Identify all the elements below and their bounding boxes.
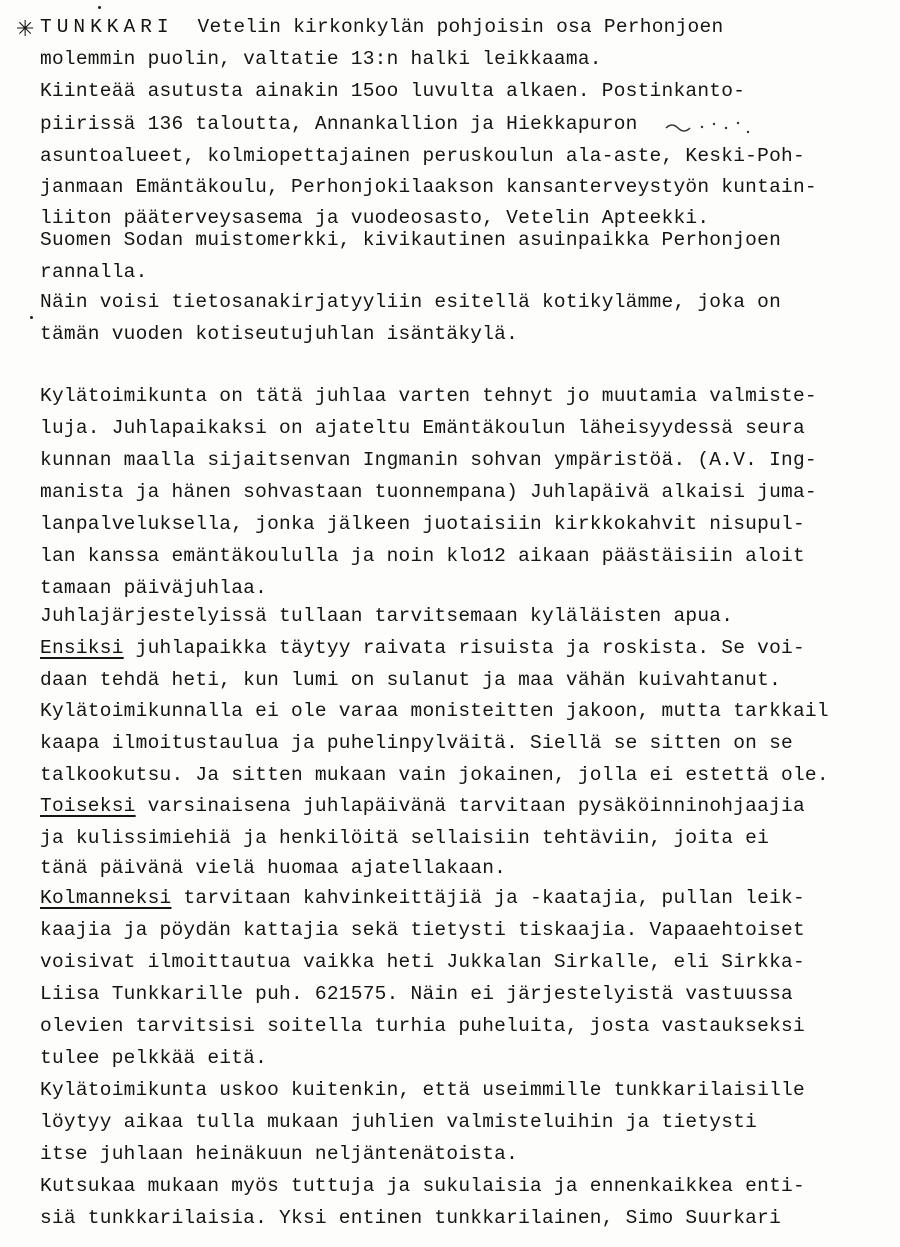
paragraph-line: kaajia ja pöydän kattajia sekä tietysti tiskaajia. Vapaaehtoiset bbox=[40, 919, 805, 941]
paragraph-line bbox=[40, 886, 805, 910]
paragraph-line: piirissä 136 taloutta, Annankallion ja Hiekkapuron bbox=[40, 113, 638, 135]
paragraph-line: Kutsukaa mukaan myös tuttuja ja sukulaisia ja ennenkaikkea enti- bbox=[40, 1175, 805, 1197]
asterisk-mark-icon: ✳ bbox=[16, 17, 35, 42]
paragraph-line: luja. Juhlapaikaksi on ajateltu Emäntäkoulun läheisyydessä seura bbox=[40, 417, 805, 439]
paragraph-line: löytyy aikaa tulla mukaan juhlien valmisteluihin ja tietysti bbox=[40, 1111, 758, 1133]
paragraph-line: daan tehdä heti, kun lumi on sulanut ja maa vähän kuivahtanut. bbox=[40, 669, 782, 691]
paragraph-line: kunnan maalla sijaitsenvan Ingmanin sohvan ympäristöä. (A.V. Ing- bbox=[40, 449, 817, 471]
paragraph-line: manista ja hänen sohvastaan tuonnempana) Juhlapäivä alkaisi juma- bbox=[40, 481, 817, 503]
paragraph-line bbox=[40, 794, 805, 818]
line-text: juhlapaikka täytyy raivata risuista ja roskista. Se voi- bbox=[135, 637, 805, 659]
line-text: tarvitaan kahvinkeittäjiä ja -kaatajia, pullan leik- bbox=[183, 887, 805, 909]
paragraph-line: tänä päivänä vielä huomaa ajatellakaan. bbox=[40, 857, 507, 879]
line-text: Vetelin kirkonkylän pohjoisin osa Perhonjoen bbox=[197, 16, 724, 38]
paragraph-line: liiton pääterveysasema ja vuodeosasto, Vetelin Apteekki. bbox=[40, 207, 710, 229]
paragraph-line: Kylätoimikunta uskoo kuitenkin, että useimmille tunkkarilaisille bbox=[40, 1079, 805, 1101]
paragraph-line: janmaan Emäntäkoulu, Perhonjokilaakson kansanterveystyön kuntain- bbox=[40, 176, 817, 198]
paragraph-line: ja kulissimiehiä ja henkilöitä sellaisiin tehtäviin, joita ei bbox=[40, 827, 770, 849]
paragraph-line: tamaan päiväjuhlaa. bbox=[40, 577, 268, 599]
line-text: varsinaisena juhlapäivänä tarvitaan pysäköinninohjaajia bbox=[147, 795, 805, 817]
underlined-word: Ensiksi bbox=[40, 637, 124, 659]
underlined-word: Kolmanneksi bbox=[40, 887, 172, 909]
paragraph-line: talkookutsu. Ja sitten mukaan vain jokainen, jolla ei estettä ole. bbox=[40, 764, 829, 786]
paragraph-line: asuntoalueet, kolmiopettajainen peruskoulun ala-aste, Keski-Poh- bbox=[40, 145, 805, 167]
paragraph-line: siä tunkkarilaisia. Yksi entinen tunkkarilainen, Simo Suurkari bbox=[40, 1207, 782, 1229]
paragraph-line: Kiinteää asutusta ainakin 15oo luvulta alkaen. Postinkanto- bbox=[40, 80, 746, 102]
paragraph-line bbox=[40, 636, 805, 660]
paragraph-line: Juhlajärjestelyissä tullaan tarvitsemaan kyläläisten apua. bbox=[40, 605, 734, 627]
paragraph-line: Näin voisi tietosanakirjatyyliin esitellä kotikylämme, joka on bbox=[40, 291, 782, 313]
paragraph-line: Liisa Tunkkarille puh. 621575. Näin ei järjestelyistä vastuussa bbox=[40, 983, 793, 1005]
paragraph-line: lanpalveluksella, jonka jälkeen juotaisiin kirkkokahvit nisupul- bbox=[40, 513, 805, 535]
ink-dot bbox=[30, 316, 33, 319]
paragraph-line: kaapa ilmoitustaulua ja puhelinpylväitä. Siellä se sitten on se bbox=[40, 732, 793, 754]
paragraph-line: tämän vuoden kotiseutujuhlan isäntäkylä. bbox=[40, 323, 519, 345]
smudge-mark-icon bbox=[662, 116, 754, 138]
paragraph-line: rannalla. bbox=[40, 261, 148, 283]
underlined-word: Toiseksi bbox=[40, 795, 136, 817]
paragraph-line: voisivat ilmoittautua vaikka heti Jukkalan Sirkalle, eli Sirkka- bbox=[40, 951, 805, 973]
paragraph-line: tulee pelkkää eitä. bbox=[40, 1047, 268, 1069]
paragraph-line: Kylätoimikunta on tätä juhlaa varten tehnyt jo muutamia valmiste- bbox=[40, 385, 817, 407]
paragraph-line: itse juhlaan heinäkuun neljäntenätoista. bbox=[40, 1143, 519, 1165]
paragraph-line: olevien tarvitsisi soitella turhia puheluita, josta vastaukseksi bbox=[40, 1015, 805, 1037]
paragraph-line: Kylätoimikunnalla ei ole varaa monisteitten jakoon, mutta tarkkail bbox=[40, 700, 829, 722]
ink-dot bbox=[98, 6, 101, 9]
document-heading: TUNKKARI bbox=[40, 16, 174, 38]
paragraph-line: Suomen Sodan muistomerkki, kivikautinen asuinpaikka Perhonjoen bbox=[40, 229, 782, 251]
paragraph-line: lan kanssa emäntäkoululla ja noin klo12 aikaan päästäisiin aloit bbox=[40, 545, 805, 567]
paragraph-line bbox=[40, 15, 723, 39]
paragraph-line: molemmin puolin, valtatie 13:n halki leikkaama. bbox=[40, 48, 602, 70]
